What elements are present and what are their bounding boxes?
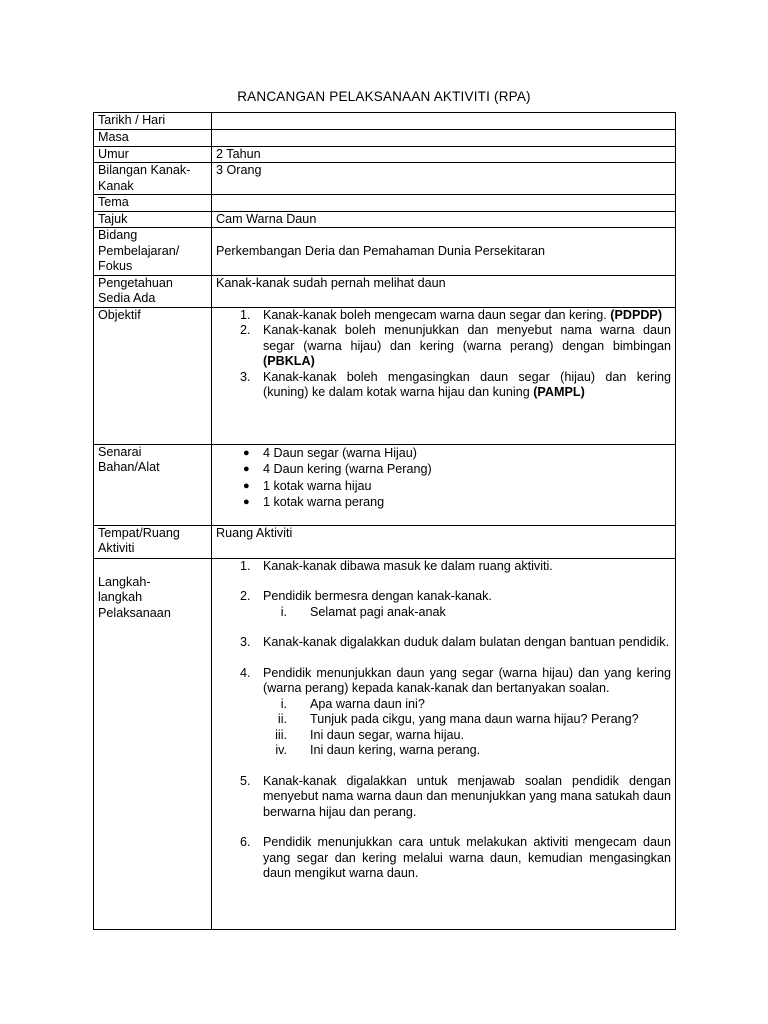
label-tempat-line2: Aktiviti	[98, 541, 135, 555]
value-umur: 2 Tahun	[212, 146, 676, 163]
value-pengetahuan: Kanak-kanak sudah pernah melihat daun	[212, 275, 676, 307]
label-pengetahuan-line1: Pengetahuan	[98, 275, 173, 290]
row-masa	[94, 130, 676, 147]
label-bilangan	[94, 163, 212, 195]
langkah-step: 3. Kanak-kanak digalakkan duduk dalam bulatan dengan bantuan pendidik.	[240, 635, 670, 649]
langkah-step: 1. Kanak-kanak dibawa masuk ke dalam ruang aktiviti.	[240, 558, 553, 573]
value-bidang: Perkembangan Deria dan Pemahaman Dunia Persekitaran	[212, 228, 676, 276]
value-bilangan: 3 Orang	[212, 163, 676, 195]
langkah-sublist	[263, 697, 671, 759]
value-tema	[212, 195, 676, 212]
objektif-code: (PAMPL)	[533, 385, 585, 399]
label-senarai-line1: Senarai	[98, 444, 142, 459]
objektif-code: (PBKLA)	[263, 354, 315, 368]
objektif-item: 3. Kanak-kanak boleh mengasingkan daun segar (hijau) dan kering (kuning) ke dalam kotak warna hijau dan kuning (PAMPL)	[240, 369, 671, 399]
label-tema: Tema	[94, 195, 212, 212]
label-tajuk: Tajuk	[94, 211, 212, 228]
objektif-item: 1. Kanak-kanak boleh mengecam warna daun segar dan kering. (PDPDP)	[240, 307, 663, 322]
value-senarai	[212, 444, 676, 525]
langkah-step: 4. Pendidik menunjukkan daun yang segar (warna hijau) dan yang kering (warna perang) kepada kanak-kanak dan bertanyakan soalan. i. Apa warna daun ini? ii. Tunjuk pada cikgu, yang mana daun warna hijau? Perang? iii. Ini daun segar, warna hijau. iv. Ini daun kering, warna perang.	[240, 665, 671, 757]
objektif-list	[216, 308, 671, 401]
label-langkah-line1: Langkah-	[98, 574, 151, 589]
row-langkah	[94, 558, 676, 929]
row-tempat	[94, 525, 676, 558]
label-masa: Masa	[94, 130, 212, 147]
langkah-list	[216, 559, 671, 882]
label-bidang-line3: Fokus	[98, 259, 133, 273]
langkah-step: 6. Pendidik menunjukkan cara untuk melakukan aktiviti mengecam daun yang segar dan kering melalui warna daun, kemudian mengasingkan daun mengikut warna daun.	[240, 835, 671, 880]
value-tajuk: Cam Warna Daun	[212, 211, 676, 228]
row-objektif	[94, 307, 676, 444]
row-bidang	[94, 228, 676, 276]
label-langkah-line3: Pelaksanaan	[98, 605, 171, 620]
langkah-step: 2. Pendidik bermesra dengan kanak-kanak. i. Selamat pagi anak-anak	[216, 589, 671, 620]
label-senarai	[94, 444, 212, 525]
row-pengetahuan	[94, 275, 676, 307]
label-bilangan-line1: Bilangan Kanak-	[98, 163, 191, 177]
label-bilangan-line2: Kanak	[98, 178, 134, 193]
langkah-sublist	[263, 605, 671, 621]
label-pengetahuan	[94, 275, 212, 307]
value-tarikh	[212, 113, 676, 130]
row-tajuk	[94, 211, 676, 228]
label-langkah	[94, 558, 212, 929]
langkah-substep: iv. Ini daun kering, warna perang.	[275, 743, 481, 757]
label-tarikh: Tarikh / Hari	[94, 113, 212, 130]
value-tempat: Ruang Aktiviti	[212, 525, 676, 558]
label-tempat-line1: Tempat/Ruang	[98, 525, 180, 540]
label-bidang	[94, 228, 212, 276]
senarai-item: ● 4 Daun segar (warna Hijau)	[243, 445, 417, 460]
label-langkah-line2: langkah	[98, 590, 143, 604]
row-tarikh	[94, 113, 676, 130]
label-objektif: Objektif	[94, 307, 212, 444]
value-langkah	[212, 558, 676, 929]
senarai-list	[216, 445, 671, 511]
langkah-substep: iii. Ini daun segar, warna hijau.	[275, 727, 465, 742]
label-pengetahuan-line2: Sedia Ada	[98, 291, 156, 305]
value-masa	[212, 130, 676, 147]
objektif-item: 2. Kanak-kanak boleh menunjukkan dan menyebut nama warna daun segar (warna hijau) dan kering (warna perang) dengan bimbingan (PBKLA)	[240, 323, 671, 368]
label-bidang-line2: Pembelajaran/	[98, 243, 180, 258]
label-senarai-line2: Bahan/Alat	[98, 460, 160, 474]
langkah-substep: ii. Tunjuk pada cikgu, yang mana daun warna hijau? Perang?	[277, 712, 639, 726]
row-tema	[94, 195, 676, 212]
label-umur: Umur	[94, 146, 212, 163]
row-umur	[94, 146, 676, 163]
rpa-table	[93, 112, 676, 930]
senarai-item: ● 4 Daun kering (warna Perang)	[243, 462, 432, 476]
label-bidang-line1: Bidang	[98, 228, 138, 242]
document-title: RANCANGAN PELAKSANAAN AKTIVITI (RPA)	[237, 89, 531, 104]
row-senarai	[94, 444, 676, 525]
senarai-item: ● 1 kotak warna perang	[243, 495, 385, 509]
langkah-step: 5. Kanak-kanak digalakkan untuk menjawab soalan pendidik dengan menyebut nama warna daun dan menunjukkan yang mana satukah daun berwarna hijau dan perang.	[240, 773, 671, 819]
row-bilangan	[94, 163, 676, 195]
value-objektif	[212, 307, 676, 444]
senarai-item: ● 1 kotak warna hijau	[243, 478, 372, 493]
objektif-code: (PDPDP)	[610, 307, 663, 322]
langkah-substep: i. Apa warna daun ini?	[280, 696, 425, 711]
label-tempat	[94, 525, 212, 558]
langkah-substep: i. Selamat pagi anak-anak	[280, 604, 446, 619]
